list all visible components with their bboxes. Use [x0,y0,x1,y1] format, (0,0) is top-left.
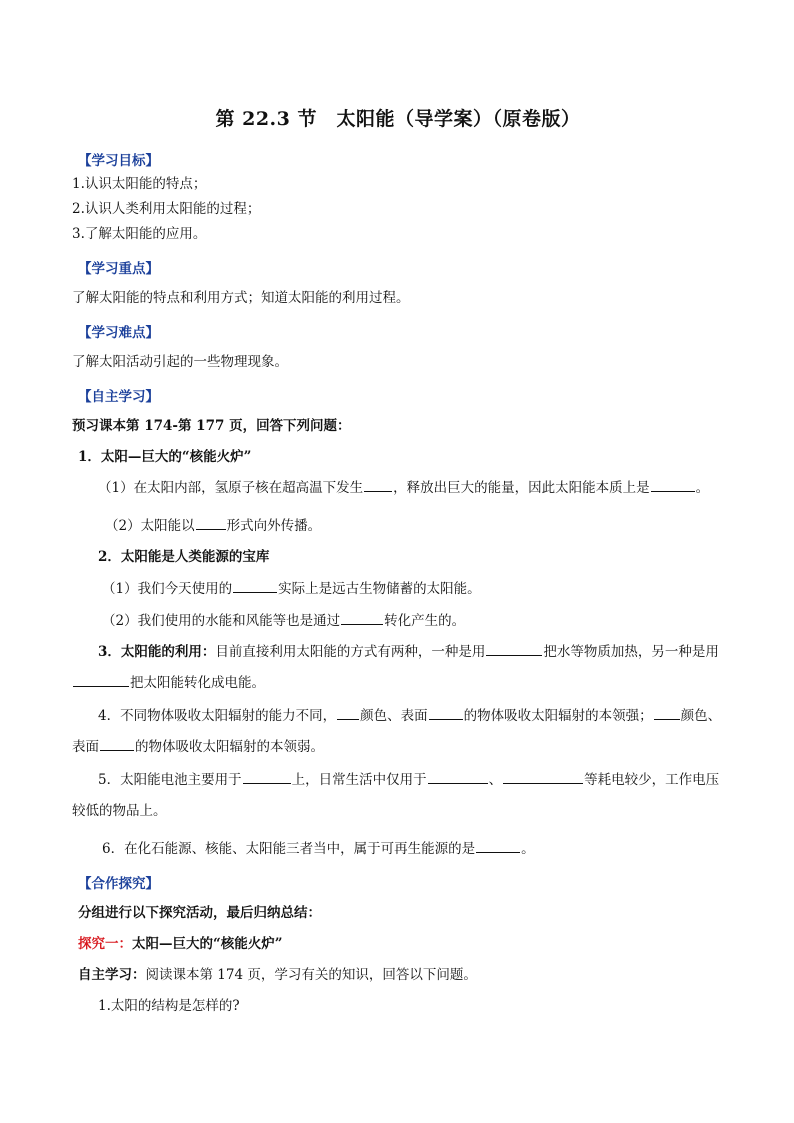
q5-text-b: 上，日常生活中仅用于 [291,772,427,788]
section-heading-self-study: 【自主学习】 [78,389,159,405]
q6-text-a: 6．在化石能源、核能、太阳能三者当中，属于可再生能源的是 [102,841,476,857]
explore-1-question-1: 1.太阳的结构是怎样的? [98,998,240,1014]
question-2-part-2 [72,610,724,631]
question-2-part-1 [72,578,724,599]
question-1-title: 1．太阳—巨大的“核能火炉” [78,449,252,465]
page-title: 第 22.3 节 太阳能（导学案）（原卷版） [215,108,581,130]
blank[interactable] [341,610,383,625]
q4-text-b: 颜色、表面 [360,708,428,724]
question-4 [72,701,724,763]
explore-1-title [72,934,724,954]
q2-p2-text-b: 转化产生的。 [384,613,466,629]
blank[interactable] [73,672,129,687]
q4-text-c: 的物体吸收太阳辐射的本领强； [463,708,653,724]
section-heading-key: 【学习重点】 [78,261,159,277]
q4-text-e: 的物体吸收太阳辐射的本领弱。 [135,739,324,755]
q3-title: 3．太阳能的利用： [98,644,216,660]
question-6 [72,838,724,859]
blank[interactable] [428,769,488,784]
section-heading-coop: 【合作探究】 [78,876,159,892]
self-study-intro: 预习课本第 174-第 177 页，回答下列问题： [72,418,351,434]
question-1-part-1 [72,473,724,504]
blank[interactable] [233,578,277,593]
q5-text-d: 等耗电较少，工作电压较低的物品上。 [72,772,720,819]
q2-p1-text-a: （1）我们今天使用的 [102,581,233,597]
section-heading-difficult: 【学习难点】 [78,325,159,341]
blank[interactable] [503,769,583,784]
q4-text-a: 4．不同物体吸收太阳辐射的能力不同， [98,708,337,724]
q1-p1-text-a: （1）在太阳内部，氢原子核在超高温下发生 [98,480,364,496]
q2-p2-text-a: （2）我们使用的水能和风能等也是通过 [102,613,341,629]
section-heading-goals: 【学习目标】 [78,153,159,169]
q5-text-a: 5．太阳能电池主要用于 [98,772,242,788]
q3-text-a: 目前直接利用太阳能的方式有两种，一种是用 [215,644,486,660]
question-5 [72,765,724,827]
q1-p1-text-b: ，释放出巨大的能量，因此太阳能本质上是 [393,480,650,496]
q4-text-d: 颜色、表面 [72,708,722,755]
blank[interactable] [476,838,520,853]
blank[interactable] [654,705,680,720]
blank[interactable] [100,736,134,751]
self-study-label: 自主学习： [78,967,146,983]
self-study-instruction: 阅读课本第 174 页，学习有关的知识，回答以下问题。 [145,967,477,983]
goal-item-3: 3.了解太阳能的应用。 [72,226,207,242]
document-page [72,104,724,1016]
question-1-part-2 [72,515,724,536]
blank[interactable] [364,477,392,492]
question-3 [72,637,724,699]
q5-text-c: 、 [488,772,503,788]
q1-p1-text-c: 。 [695,480,710,496]
blank[interactable] [196,515,226,530]
blank[interactable] [243,769,291,784]
explore-1-heading: 太阳—巨大的“核能火炉” [132,936,283,952]
difficult-point-text: 了解太阳活动引起的一些物理现象。 [72,354,288,370]
blank[interactable] [651,477,695,492]
blank[interactable] [486,641,542,656]
q6-text-b: 。 [521,841,535,857]
goal-item-2: 2.认识人类利用太阳能的过程； [72,201,261,217]
explore-1-self-study [72,965,724,985]
key-point-text: 了解太阳能的特点和利用方式；知道太阳能的利用过程。 [72,290,410,306]
blank[interactable] [429,705,463,720]
q3-text-c: 把太阳能转化成电能。 [130,675,265,691]
explore-1-label: 探究一： [78,936,132,952]
q1-p2-text-b: 形式向外传播。 [226,518,322,534]
blank[interactable] [337,705,359,720]
q1-p2-text-a: （2）太阳能以 [105,518,195,534]
q2-p1-text-b: 实际上是远古生物储蓄的太阳能。 [278,581,481,597]
goal-item-1: 1.认识太阳能的特点； [72,176,207,192]
q3-text-b: 把水等物质加热，另一种是用 [543,644,719,660]
coop-intro: 分组进行以下探究活动，最后归纳总结： [78,905,321,921]
question-2-title: 2．太阳能是人类能源的宝库 [98,549,270,565]
